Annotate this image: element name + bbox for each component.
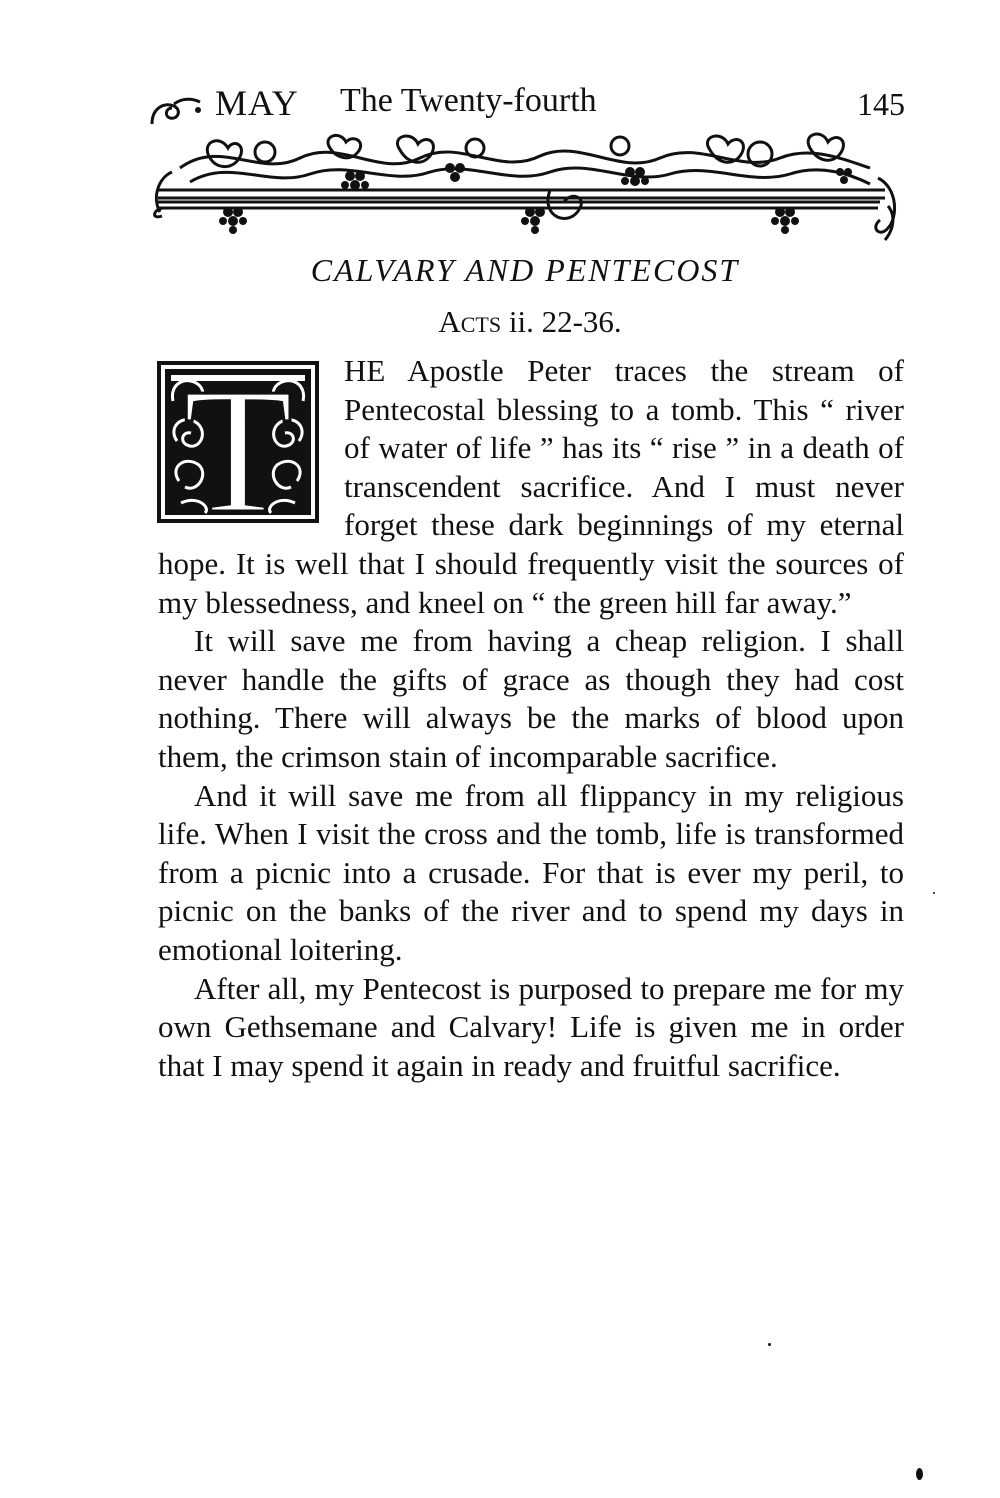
scripture-reference [0,304,1000,340]
running-header [160,82,905,132]
paragraph-1: HE Apostle Peter traces the stream of Pentecostal blessing to a tomb. This “ river of water of life ” has its “ rise ” in a death of transcendent sacrifice. And I must never forget these dark beginnings of my eternal hope. It is well that I should frequently visit the sources of my blessedness, and kneel on “ the green hill far away.” [158,353,904,620]
paragraph-4: After all, my Pentecost is purposed to prepare me for my own Gethsemane and Calvary! Life is given me in order that I may spend it again in ready and fruitful sacrifice. [158,970,904,1083]
header-month: MAY [215,83,299,123]
drop-cap-letter: T [183,361,293,523]
vine-banner-ornament [150,128,900,246]
ink-speck [916,1468,923,1480]
paragraph-2: It will save me from having a cheap religion. I shall never handle the gifts of grace as though they had cost nothing. There will always be the marks of blood upon them, the crimson stain of incomparable sacrifice. [158,623,904,774]
drop-cap-spacer [158,352,344,540]
ink-speck [768,1343,771,1346]
chapter-title: CALVARY AND PENTECOST [310,252,740,288]
paragraph-3: And it will save me from all flippancy in my religious life. When I visit the cross and the tomb, life is transformed from a picnic into a crusade. For that is ever my peril, to picnic on the banks of the river and to spend my days in emotional loitering. [158,777,904,967]
header-day: The Twenty-fourth [340,82,597,119]
page-number: 145 [857,86,905,122]
header-swirl-ornament [148,90,208,130]
reference-passage: ii. 22-36. [508,304,622,339]
body-text [158,352,904,1085]
ink-speck [933,892,935,894]
reference-book: Acts [438,304,502,339]
